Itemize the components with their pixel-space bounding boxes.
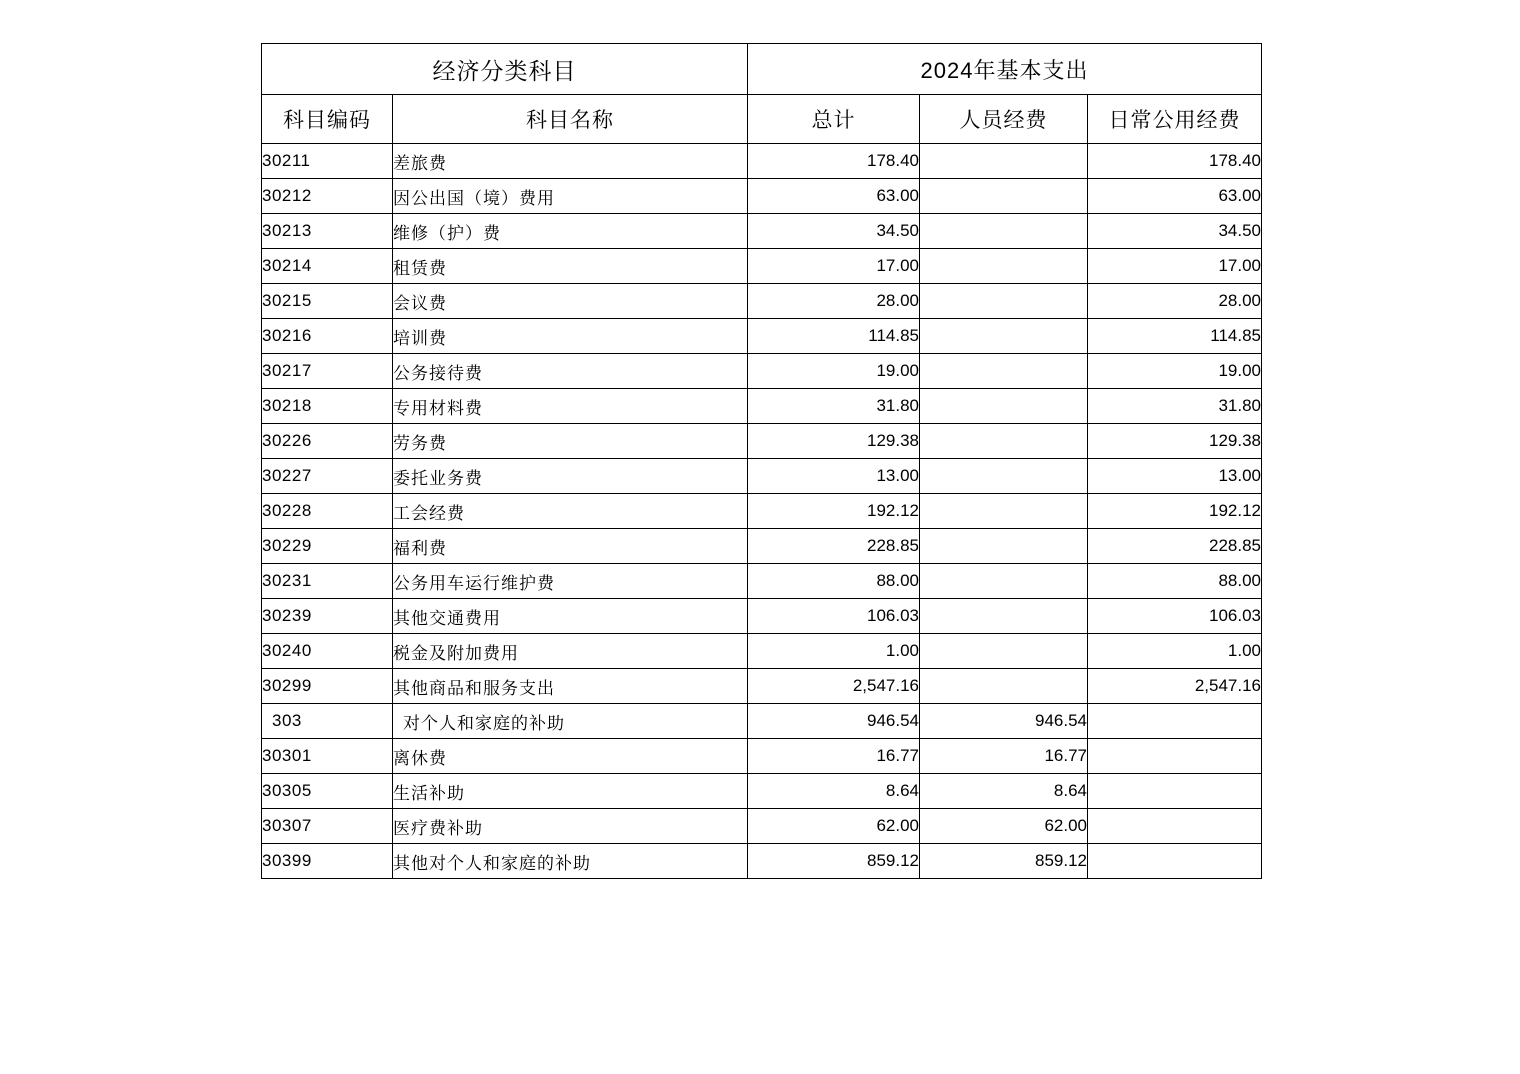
cell-daily: 129.38 <box>1088 424 1262 459</box>
cell-daily: 19.00 <box>1088 354 1262 389</box>
header-column-row <box>262 95 1262 144</box>
cell-name: 租赁费 <box>393 249 748 284</box>
cell-code: 30299 <box>262 669 393 704</box>
cell-code: 30239 <box>262 599 393 634</box>
cell-daily: 192.12 <box>1088 494 1262 529</box>
cell-name: 会议费 <box>393 284 748 319</box>
cell-code: 303 <box>262 704 393 739</box>
table-body <box>262 144 1262 879</box>
cell-total: 946.54 <box>748 704 920 739</box>
cell-name: 差旅费 <box>393 144 748 179</box>
cell-personnel: 946.54 <box>920 704 1088 739</box>
cell-total: 28.00 <box>748 284 920 319</box>
cell-name: 其他对个人和家庭的补助 <box>393 844 748 879</box>
cell-personnel: 16.77 <box>920 739 1088 774</box>
cell-daily: 178.40 <box>1088 144 1262 179</box>
cell-code: 30228 <box>262 494 393 529</box>
cell-total: 19.00 <box>748 354 920 389</box>
cell-code: 30217 <box>262 354 393 389</box>
cell-total: 228.85 <box>748 529 920 564</box>
cell-daily: 17.00 <box>1088 249 1262 284</box>
cell-personnel <box>920 319 1088 354</box>
cell-personnel <box>920 529 1088 564</box>
table-row <box>262 319 1262 354</box>
cell-total: 8.64 <box>748 774 920 809</box>
header-group-row <box>262 44 1262 95</box>
table-row <box>262 669 1262 704</box>
table-row <box>262 739 1262 774</box>
table-row <box>262 144 1262 179</box>
cell-personnel <box>920 494 1088 529</box>
cell-total: 16.77 <box>748 739 920 774</box>
cell-total: 178.40 <box>748 144 920 179</box>
header-col-personnel: 人员经费 <box>920 95 1088 144</box>
table-row <box>262 599 1262 634</box>
cell-personnel <box>920 389 1088 424</box>
cell-name: 专用材料费 <box>393 389 748 424</box>
table-row <box>262 844 1262 879</box>
cell-total: 2,547.16 <box>748 669 920 704</box>
cell-personnel <box>920 564 1088 599</box>
table-row <box>262 179 1262 214</box>
table-row <box>262 354 1262 389</box>
cell-total: 859.12 <box>748 844 920 879</box>
table-header <box>262 44 1262 144</box>
cell-code: 30240 <box>262 634 393 669</box>
table-row <box>262 389 1262 424</box>
cell-total: 31.80 <box>748 389 920 424</box>
table-row <box>262 284 1262 319</box>
cell-daily <box>1088 739 1262 774</box>
cell-personnel <box>920 634 1088 669</box>
cell-name: 维修（护）费 <box>393 214 748 249</box>
table-row <box>262 809 1262 844</box>
cell-name: 医疗费补助 <box>393 809 748 844</box>
cell-personnel <box>920 354 1088 389</box>
cell-name: 委托业务费 <box>393 459 748 494</box>
cell-name: 公务用车运行维护费 <box>393 564 748 599</box>
cell-daily: 34.50 <box>1088 214 1262 249</box>
table-row <box>262 529 1262 564</box>
cell-name: 公务接待费 <box>393 354 748 389</box>
cell-total: 106.03 <box>748 599 920 634</box>
cell-code: 30226 <box>262 424 393 459</box>
cell-personnel <box>920 459 1088 494</box>
cell-total: 114.85 <box>748 319 920 354</box>
cell-daily <box>1088 774 1262 809</box>
table-row <box>262 214 1262 249</box>
cell-code: 30399 <box>262 844 393 879</box>
table-row <box>262 494 1262 529</box>
header-col-name: 科目名称 <box>393 95 748 144</box>
cell-code: 30212 <box>262 179 393 214</box>
cell-total: 192.12 <box>748 494 920 529</box>
cell-total: 17.00 <box>748 249 920 284</box>
table-row <box>262 459 1262 494</box>
cell-name: 生活补助 <box>393 774 748 809</box>
cell-personnel <box>920 179 1088 214</box>
budget-table <box>261 43 1262 879</box>
cell-name: 因公出国（境）费用 <box>393 179 748 214</box>
cell-daily: 114.85 <box>1088 319 1262 354</box>
cell-daily: 63.00 <box>1088 179 1262 214</box>
header-col-total: 总计 <box>748 95 920 144</box>
cell-personnel <box>920 284 1088 319</box>
cell-code: 30229 <box>262 529 393 564</box>
cell-daily: 88.00 <box>1088 564 1262 599</box>
cell-code: 30307 <box>262 809 393 844</box>
table-row <box>262 424 1262 459</box>
cell-daily: 28.00 <box>1088 284 1262 319</box>
cell-personnel: 62.00 <box>920 809 1088 844</box>
cell-code: 30211 <box>262 144 393 179</box>
cell-name: 其他商品和服务支出 <box>393 669 748 704</box>
cell-total: 13.00 <box>748 459 920 494</box>
cell-total: 129.38 <box>748 424 920 459</box>
cell-daily <box>1088 704 1262 739</box>
cell-total: 1.00 <box>748 634 920 669</box>
table-row <box>262 249 1262 284</box>
table-row <box>262 634 1262 669</box>
cell-personnel <box>920 249 1088 284</box>
cell-name: 劳务费 <box>393 424 748 459</box>
cell-personnel: 859.12 <box>920 844 1088 879</box>
table-row <box>262 704 1262 739</box>
table-row <box>262 564 1262 599</box>
cell-name: 培训费 <box>393 319 748 354</box>
header-group-basic-expenditure: 2024年基本支出 <box>748 44 1262 95</box>
cell-code: 30301 <box>262 739 393 774</box>
cell-daily <box>1088 809 1262 844</box>
cell-daily <box>1088 844 1262 879</box>
cell-code: 30305 <box>262 774 393 809</box>
cell-name: 工会经费 <box>393 494 748 529</box>
cell-name: 离休费 <box>393 739 748 774</box>
cell-daily: 13.00 <box>1088 459 1262 494</box>
cell-personnel <box>920 599 1088 634</box>
cell-personnel: 8.64 <box>920 774 1088 809</box>
cell-code: 30215 <box>262 284 393 319</box>
cell-code: 30231 <box>262 564 393 599</box>
cell-name: 福利费 <box>393 529 748 564</box>
cell-daily: 228.85 <box>1088 529 1262 564</box>
cell-total: 34.50 <box>748 214 920 249</box>
cell-code: 30214 <box>262 249 393 284</box>
cell-personnel <box>920 214 1088 249</box>
cell-daily: 106.03 <box>1088 599 1262 634</box>
header-col-code: 科目编码 <box>262 95 393 144</box>
cell-daily: 2,547.16 <box>1088 669 1262 704</box>
cell-total: 88.00 <box>748 564 920 599</box>
cell-total: 62.00 <box>748 809 920 844</box>
header-group-economic-category: 经济分类科目 <box>262 44 748 95</box>
cell-code: 30218 <box>262 389 393 424</box>
cell-daily: 31.80 <box>1088 389 1262 424</box>
cell-personnel <box>920 144 1088 179</box>
header-col-daily: 日常公用经费 <box>1088 95 1262 144</box>
cell-name: 其他交通费用 <box>393 599 748 634</box>
cell-code: 30216 <box>262 319 393 354</box>
cell-daily: 1.00 <box>1088 634 1262 669</box>
table-row <box>262 774 1262 809</box>
cell-personnel <box>920 424 1088 459</box>
cell-personnel <box>920 669 1088 704</box>
cell-total: 63.00 <box>748 179 920 214</box>
cell-code: 30213 <box>262 214 393 249</box>
cell-code: 30227 <box>262 459 393 494</box>
cell-name: 税金及附加费用 <box>393 634 748 669</box>
cell-name: 对个人和家庭的补助 <box>393 704 748 739</box>
budget-table-container <box>261 43 1261 879</box>
